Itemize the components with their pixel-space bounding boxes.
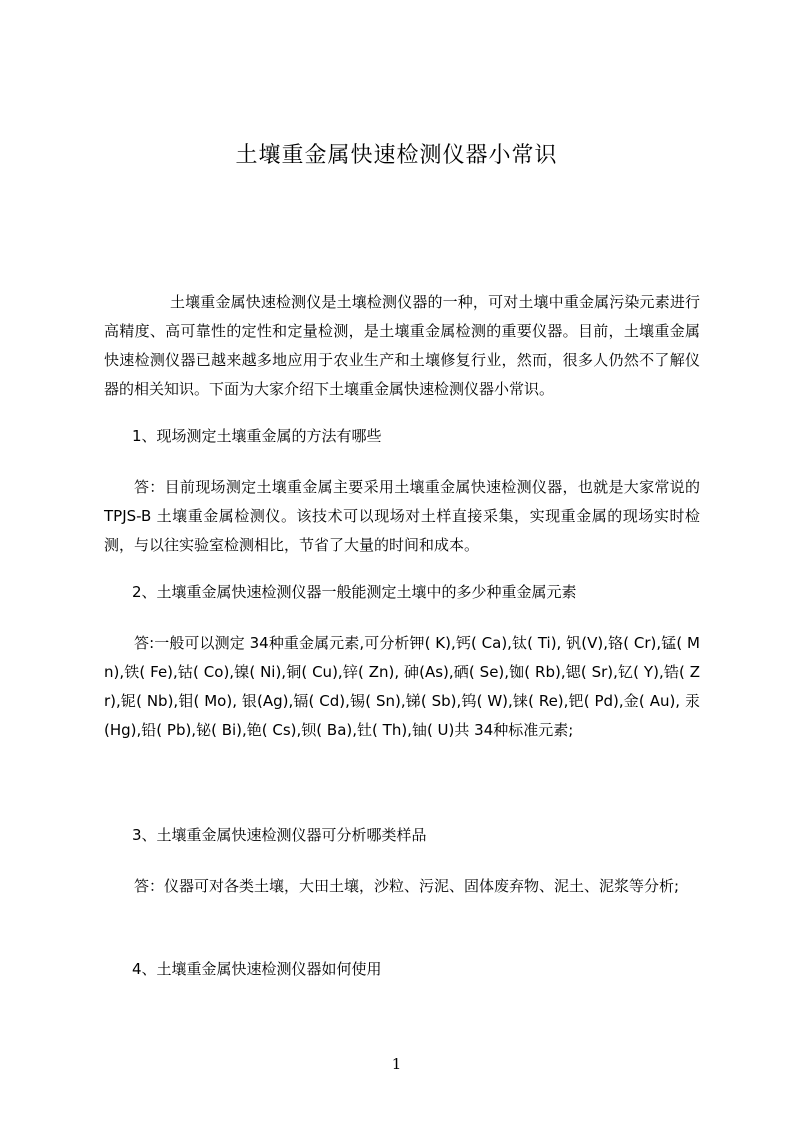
- answer-3-paragraph: 答：仪器可对各类土壤，大田土壤，沙粒、污泥、固体废弃物、泥土、泥浆等分析;: [134, 877, 680, 895]
- document-title: 土壤重金属快速检测仪器小常识: [235, 143, 558, 168]
- page-number: 1: [391, 1055, 402, 1073]
- question-4-heading: 4、土壤重金属快速检测仪器如何使用: [132, 960, 382, 978]
- answer-2-paragraph: 答:一般可以测定 34种重金属元素,可分析钾( K),钙( Ca),钛( Ti), 钒(V),铬( Cr),锰( Mn),铁( Fe),钴( Co),镍( Ni),铜( Cu),锌( Zn), 砷(As),硒( Se),铷( Rb),锶( Sr),钇( Y),锆( Zr),铌( Nb),钼( Mo), 银(Ag),镉( Cd),锡( Sn),锑( Sb),钨( W),铼( Re),钯( Pd),金( Au), 汞(Hg),铅( Pb),铋( Bi),铯( Cs),钡( Ba),钍( Th),铀( U)共 34种标准元素;: [104, 634, 700, 739]
- question-2-heading: 2、土壤重金属快速检测仪器一般能测定土壤中的多少种重金属元素: [132, 583, 577, 601]
- intro-paragraph: 土壤重金属快速检测仪是土壤检测仪器的一种，可对土壤中重金属污染元素进行高精度、高可靠性的定性和定量检测，是土壤重金属检测的重要仪器。目前，土壤重金属快速检测仪器已越来越多地应用于农业生产和土壤修复行业，然而，很多人仍然不了解仪器的相关知识。下面为大家介绍下土壤重金属快速检测仪器小常识。: [104, 293, 700, 398]
- answer-1-paragraph: 答：目前现场测定土壤重金属主要采用土壤重金属快速检测仪器，也就是大家常说的 TPJS-B 土壤重金属检测仪。该技术可以现场对土样直接采集，实现重金属的现场实时检测，与以往实验室检测相比，节省了大量的时间和成本。: [104, 478, 700, 554]
- question-3-heading: 3、土壤重金属快速检测仪器可分析哪类样品: [132, 826, 427, 844]
- question-1-heading: 1、现场测定土壤重金属的方法有哪些: [132, 427, 382, 445]
